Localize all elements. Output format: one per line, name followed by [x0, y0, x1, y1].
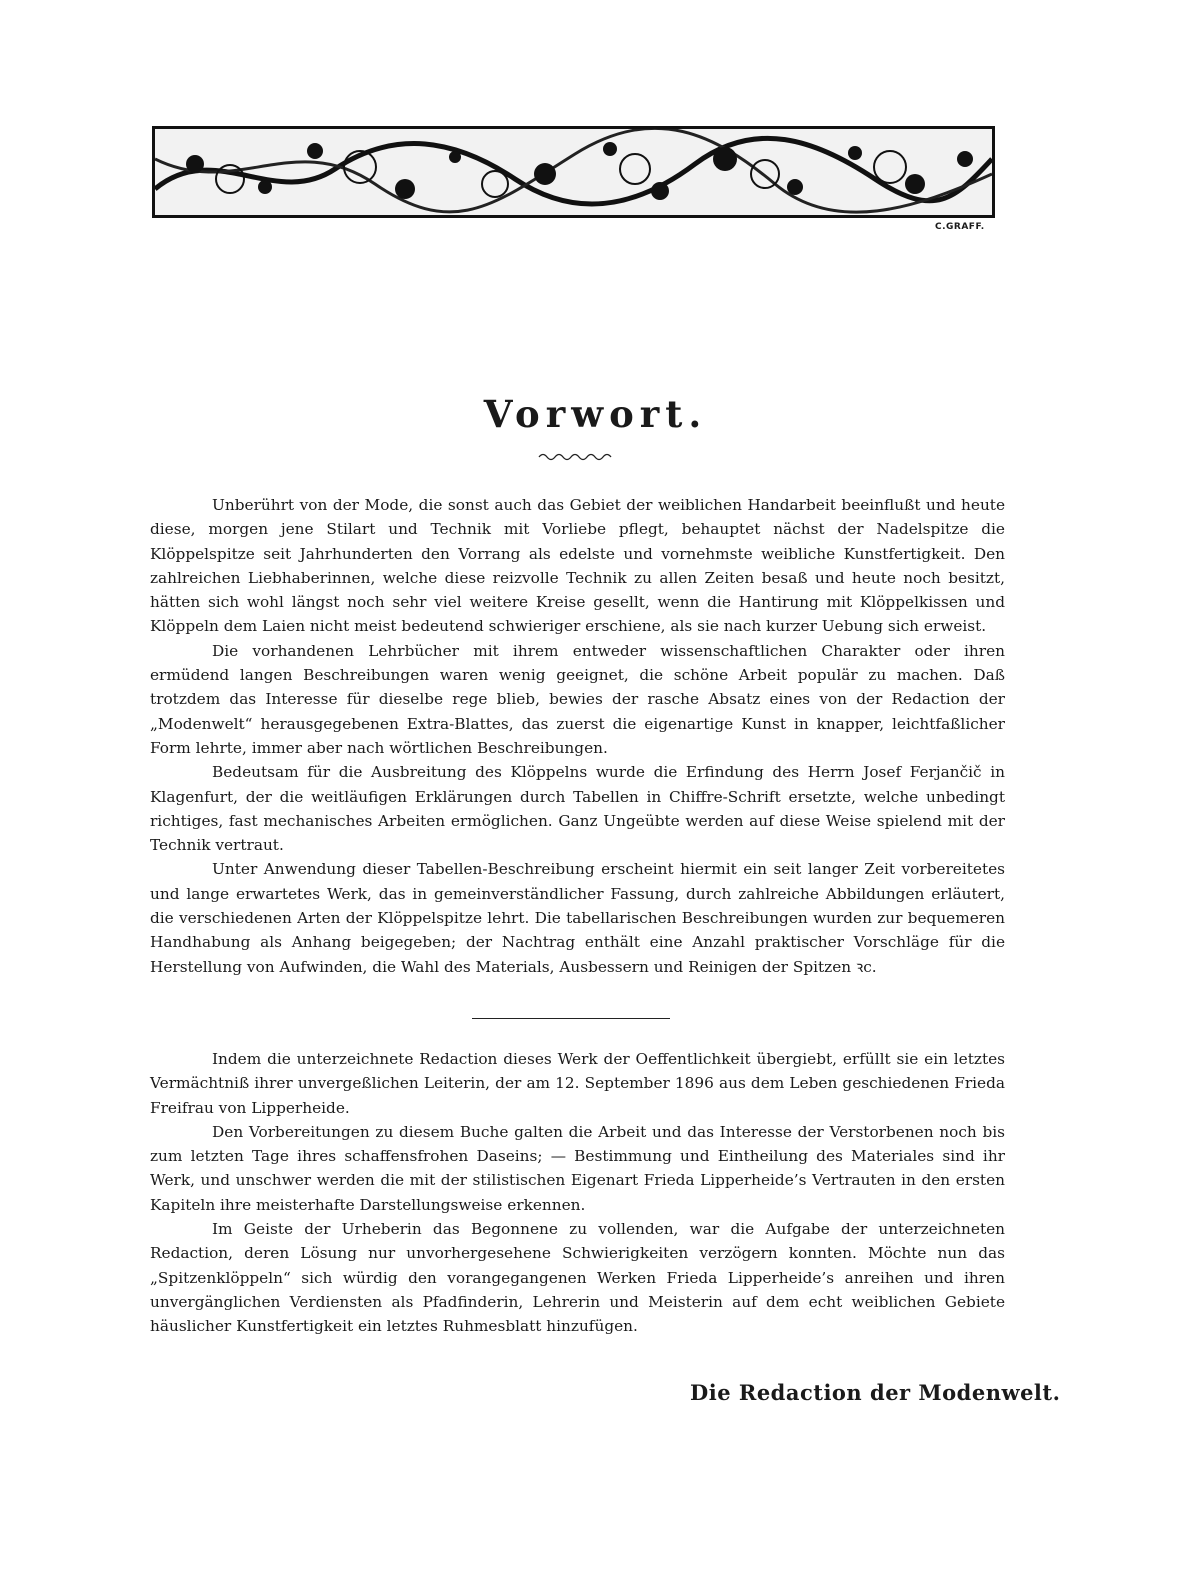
signature: Die Redaction der Modenwelt. — [690, 1380, 1061, 1405]
ornamental-banner — [152, 126, 995, 218]
paragraph: Den Vorbereitungen zu diesem Buche galten die Arbeit und das Interesse der Verstorbenen noch bis zum letzten Tage ihres schaffensfrohen Daseins; — Bestimmung und Eintheilung des Materiales sind ihr Werk, und unschwer werden die mit der stilistischen Eigenart Frieda Lipperheide’s Vertrauten in den ersten Kapiteln ihre meisterhafte Darstellungsweise erkennen. — [150, 1122, 1005, 1214]
artist-credit: C.GRAFF. — [935, 222, 985, 232]
paragraph: Unberührt von der Mode, die sonst auch das Gebiet der weiblichen Handarbeit beeinflußt und heute diese, morgen jene Stilart und Technik mit Vorliebe pflegt, behauptet nächst der Nadelspitze die Klöppelspitze seit Jahrhunderten den Vorrang als edelste und vornehmste weibliche Kunstfertigkeit. Den zahlreichen Liebhaberinnen, welche diese reizvolle Technik zu allen Zeiten besaß und heute noch besitzt, hätten sich wohl längst noch sehr viel weitere Kreise gesellt, wenn die Hantirung mit Klöppelkissen und Klöppeln dem Laien nicht meist bedeutend schwieriger erschiene, als sie nach kurzer Uebung sich erweist. — [150, 496, 1005, 636]
preface-section-1 — [150, 493, 1005, 979]
floral-ornament-icon — [155, 129, 992, 215]
paragraph: Im Geiste der Urheberin das Begonnene zu vollenden, war die Aufgabe der unterzeichneten Redaction, deren Lösung nur unvorhergesehene Schwierigkeiten verzögern konnten. Möchte nun das „Spitzenklöppeln“ sich würdig den vorangegangenen Werken Frieda Lipperheide’s anreihen und ihren unvergänglichen Verdiensten als Pfadfinderin, Lehrerin und Meisterin auf dem echt weiblichen Gebiete häuslicher Kunstfertigkeit ein letztes Ruhmesblatt hinzufügen. — [150, 1220, 1005, 1336]
paragraph: Bedeutsam für die Ausbreitung des Klöppelns wurde die Erfindung des Herrn Josef Ferjančič in Klagenfurt, der die weitläufigen Erklärungen durch Tabellen in Chiffre-Schrift ersetzte, welche unbedingt richtiges, fast mechanisches Arbeiten ermöglichen. Ganz Ungeübte werden auf diese Weise spielend mit der Technik vertraut. — [150, 763, 1005, 855]
page-title: Vorwort. — [483, 392, 708, 436]
paragraph: Die vorhandenen Lehrbücher mit ihrem entweder wissenschaftlichen Charakter oder ihren ermüdend langen Beschreibungen waren wenig geeignet, die schöne Arbeit populär zu machen. Daß trotzdem das Interesse für dieselbe rege blieb, bewies der rasche Absatz eines von der Redaction der „Modenwelt“ herausgegebenen Extra-Blattes, das zuerst die eigenartige Kunst in knapper, leichtfaßlicher Form lehrte, immer aber nach wörtlichen Beschreibungen. — [150, 641, 1005, 757]
paragraph: Unter Anwendung dieser Tabellen-Beschreibung erscheint hiermit ein seit langer Zeit vorbereitetes und lange erwartetes Werk, das in gemeinverständlicher Fassung, durch zahlreiche Abbildungen erläutert, die verschiedenen Arten der Klöppelspitze lehrt. Die tabellarischen Beschreibungen wurden zur bequemeren Handhabung als Anhang beigegeben; der Nachtrag enthält eine Anzahl praktischer Vorschläge für die Herstellung von Aufwinden, die Wahl des Materials, Ausbessern und Reinigen der Spitzen ꝛc. — [150, 860, 1005, 976]
section-divider — [472, 1018, 670, 1019]
paragraph: Indem die unterzeichnete Redaction dieses Werk der Oeffentlichkeit übergiebt, erfüllt sie ein letztes Vermächtniß ihrer unvergeßlichen Leiterin, der am 12. September 1896 aus dem Leben geschiedenen Frieda Freifrau von Lipperheide. — [150, 1050, 1005, 1117]
squiggle-divider-icon — [537, 451, 613, 463]
preface-section-2 — [150, 1047, 1005, 1339]
